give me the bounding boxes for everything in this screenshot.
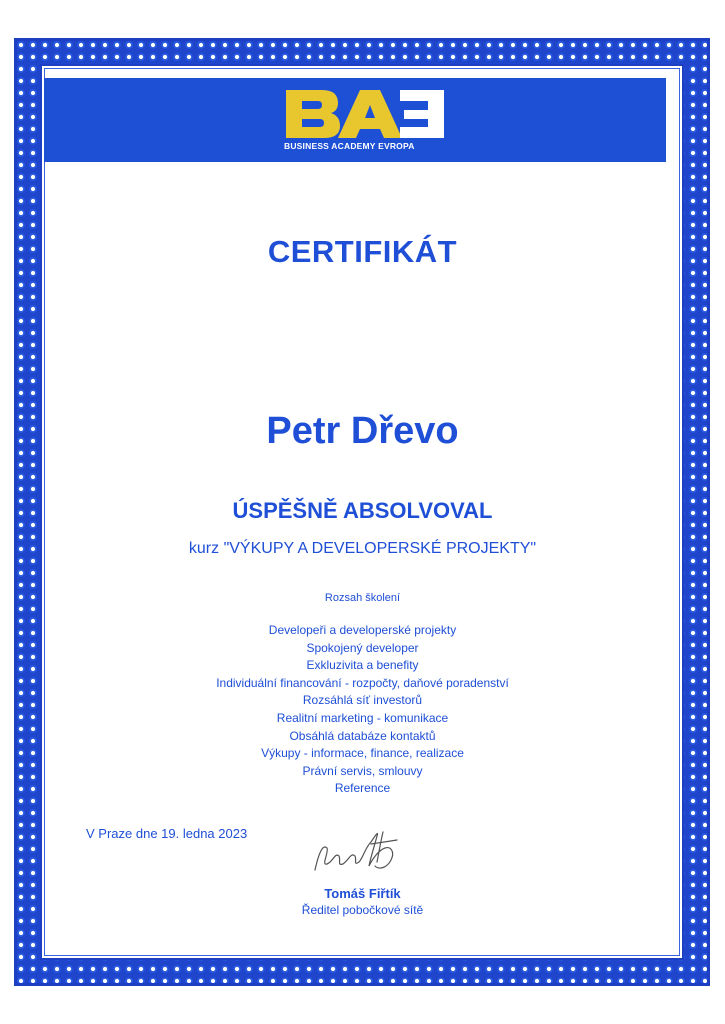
- topic-item: Realitní marketing - komunikace: [276, 710, 449, 725]
- signer-name: Tomáš Fiřtík: [324, 886, 401, 901]
- topic-list: [0, 622, 725, 798]
- scope-label: Rozsah školení: [324, 592, 401, 604]
- topic-item: Rozsáhlá síť investorů: [302, 693, 423, 708]
- signer-role: Ředitel pobočkové sítě: [301, 903, 424, 917]
- recipient-name: Petr Dřevo: [266, 410, 459, 452]
- bae-logo: [282, 86, 452, 158]
- bae-logo-mark: [282, 86, 452, 140]
- logo-subtitle-accent: EVROPA: [378, 141, 415, 151]
- topic-item: Výkupy - informace, finance, realizace: [261, 746, 464, 761]
- topic-item: Reference: [334, 781, 391, 796]
- logo-subtitle: [284, 141, 454, 151]
- topic-item: Exkluzivita a benefity: [306, 658, 419, 673]
- logo-subtitle-prefix: BUSINESS ACADEMY: [284, 141, 379, 151]
- topic-item: Obsáhlá databáze kontaktů: [289, 728, 436, 743]
- topic-item: Developeři a developerské projekty: [268, 623, 457, 637]
- certificate-title: CERTIFIKÁT: [267, 234, 458, 269]
- place-and-date: V Praze dne 19. ledna 2023: [86, 826, 248, 841]
- topic-item: Spokojený developer: [306, 640, 419, 655]
- course-name: kurz "VÝKUPY A DEVELOPERSKÉ PROJEKTY": [188, 540, 537, 557]
- completion-status: ÚSPĚŠNĚ ABSOLVOVAL: [232, 498, 493, 523]
- topic-item: Právní servis, smlouvy: [302, 763, 423, 778]
- handwritten-signature: [305, 822, 415, 882]
- topic-item: Individuální financování - rozpočty, daňové poradenství: [216, 675, 509, 690]
